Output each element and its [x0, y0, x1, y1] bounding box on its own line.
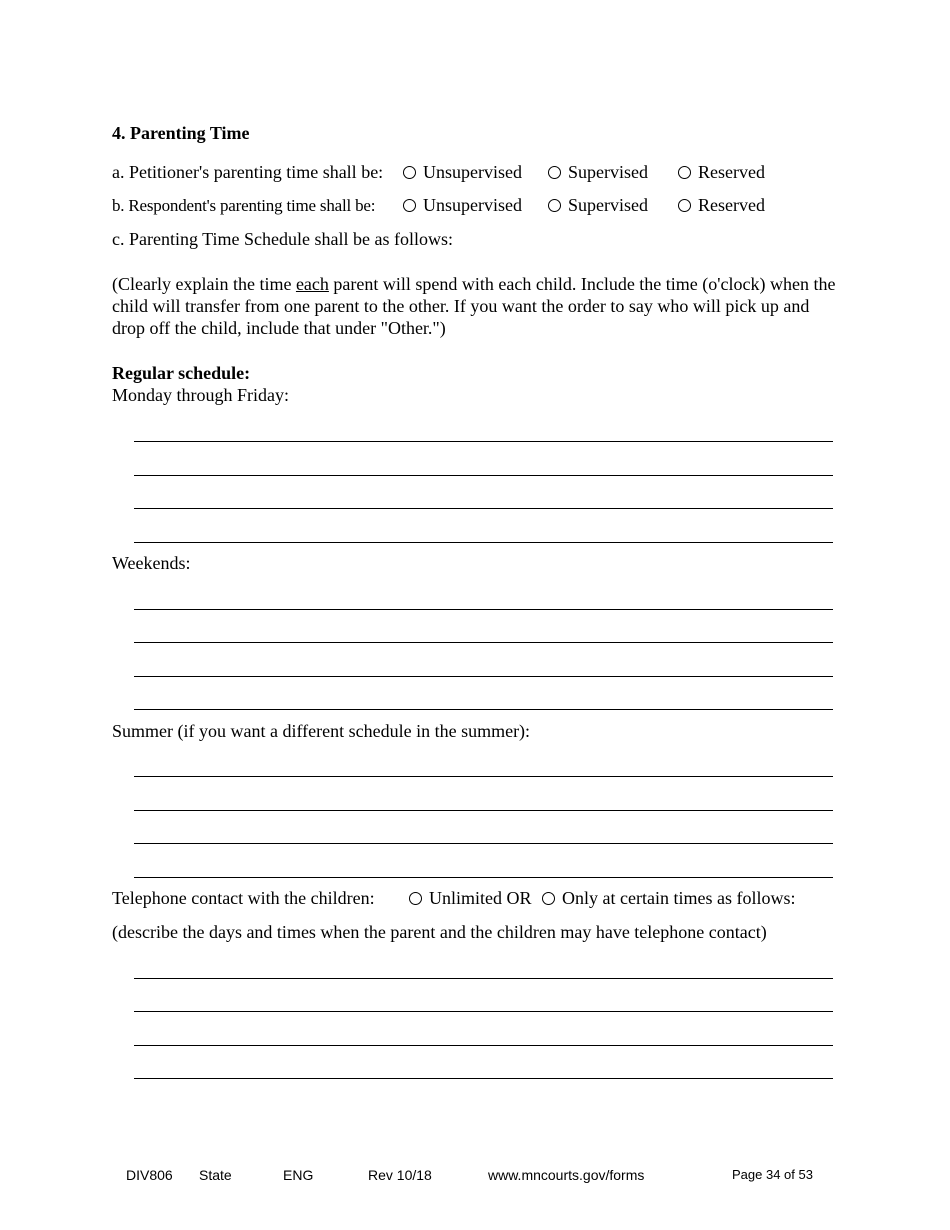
summer-label: Summer (if you want a different schedule in the summer):	[112, 721, 531, 741]
telephone-description: (describe the days and times when the parent and the children may have telephone contact)	[112, 922, 767, 942]
respondent-supervised-option[interactable]: Supervised	[548, 194, 648, 216]
emphasis-each: each	[295, 274, 329, 294]
schedule-label: c. Parenting Time Schedule shall be as follows:	[112, 229, 453, 249]
telephone-write-line[interactable]	[134, 1011, 833, 1012]
radio-icon[interactable]	[678, 199, 691, 212]
radio-icon[interactable]	[548, 199, 561, 212]
petitioner-label: a. Petitioner's parenting time shall be:	[112, 162, 384, 182]
footer-revision: Rev 10/18	[368, 1167, 432, 1183]
telephone-write-line[interactable]	[134, 978, 833, 979]
summer-write-line[interactable]	[134, 810, 833, 811]
weekends-write-line[interactable]	[134, 676, 833, 677]
footer-state: State	[199, 1167, 232, 1183]
weekday-label: Monday through Friday:	[112, 385, 289, 405]
telephone-label: Telephone contact with the children:	[112, 888, 375, 908]
summer-write-line[interactable]	[134, 776, 833, 777]
weekday-write-line[interactable]	[134, 475, 833, 476]
summer-write-line[interactable]	[134, 877, 833, 878]
radio-icon[interactable]	[403, 166, 416, 179]
footer-form-id: DIV806	[126, 1167, 173, 1183]
radio-icon[interactable]	[409, 892, 422, 905]
summer-write-line[interactable]	[134, 843, 833, 844]
weekday-write-line[interactable]	[134, 508, 833, 509]
weekends-write-line[interactable]	[134, 609, 833, 610]
weekday-write-line[interactable]	[134, 542, 833, 543]
weekends-write-line[interactable]	[134, 642, 833, 643]
regular-schedule-heading: Regular schedule:	[112, 363, 251, 383]
radio-icon[interactable]	[542, 892, 555, 905]
section-title: 4. Parenting Time	[112, 123, 250, 143]
weekday-write-line[interactable]	[134, 441, 833, 442]
instructions-paragraph: (Clearly explain the time each parent will spend with each child. Include the time (o'clock) when the child will transfer from one parent to the other. If you want the order to say who will pick up and drop off the child, include that under "Other.")	[112, 274, 836, 338]
petitioner-unsupervised-option[interactable]: Unsupervised	[403, 161, 522, 183]
footer-website[interactable]: www.mncourts.gov/forms	[488, 1167, 645, 1183]
respondent-reserved-option[interactable]: Reserved	[678, 194, 765, 216]
petitioner-supervised-option[interactable]: Supervised	[548, 161, 648, 183]
radio-icon[interactable]	[403, 199, 416, 212]
footer-language: ENG	[283, 1167, 314, 1183]
petitioner-reserved-option[interactable]: Reserved	[678, 161, 765, 183]
respondent-unsupervised-option[interactable]: Unsupervised	[403, 194, 522, 216]
telephone-write-line[interactable]	[134, 1045, 833, 1046]
radio-icon[interactable]	[548, 166, 561, 179]
footer-page-number: Page 34 of 53	[732, 1167, 813, 1182]
respondent-label: b. Respondent's parenting time shall be:	[112, 196, 376, 215]
weekends-label: Weekends:	[112, 553, 191, 573]
telephone-write-line[interactable]	[134, 1078, 833, 1079]
telephone-certain-times-option[interactable]: Only at certain times as follows:	[542, 887, 795, 909]
radio-icon[interactable]	[678, 166, 691, 179]
telephone-unlimited-option[interactable]: Unlimited OR	[409, 887, 532, 909]
weekends-write-line[interactable]	[134, 709, 833, 710]
